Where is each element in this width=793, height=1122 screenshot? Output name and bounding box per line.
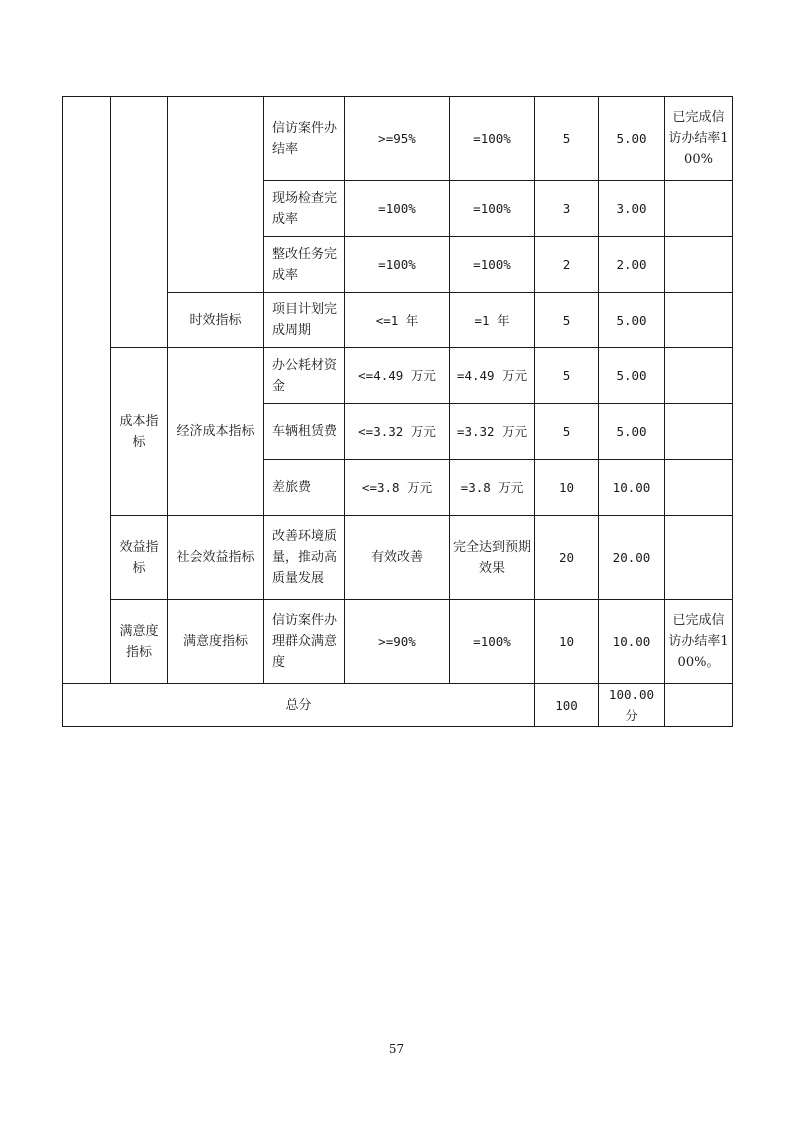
annual-target-cell: <=3.32 万元 <box>345 404 450 460</box>
actual-value-cell: =100% <box>450 237 535 293</box>
category1-cell: 效益指标 <box>111 516 168 600</box>
weight-cell: 10 <box>535 600 599 684</box>
score-cell: 5.00 <box>599 293 665 348</box>
level1-indicator-cell <box>63 97 111 684</box>
weight-cell: 5 <box>535 293 599 348</box>
score-cell: 2.00 <box>599 237 665 293</box>
annual-target-cell: =100% <box>345 237 450 293</box>
total-score: 100.00 分 <box>599 684 665 727</box>
category1-cell: 成本指标 <box>111 348 168 516</box>
actual-value-cell: =100% <box>450 600 535 684</box>
actual-value-cell: =100% <box>450 181 535 237</box>
table-row <box>63 97 733 181</box>
score-cell: 3.00 <box>599 181 665 237</box>
indicator-cell: 车辆租赁费 <box>264 404 345 460</box>
indicator-cell: 信访案件办理群众满意度 <box>264 600 345 684</box>
weight-cell: 5 <box>535 97 599 181</box>
table-row <box>63 600 733 684</box>
note-cell <box>665 348 733 404</box>
annual-target-cell: 有效改善 <box>345 516 450 600</box>
annual-target-cell: >=90% <box>345 600 450 684</box>
note-cell <box>665 516 733 600</box>
performance-table <box>62 96 733 727</box>
indicator-cell: 整改任务完成率 <box>264 237 345 293</box>
score-cell: 10.00 <box>599 600 665 684</box>
annual-target-cell: >=95% <box>345 97 450 181</box>
score-cell: 5.00 <box>599 404 665 460</box>
category2-cell <box>168 97 264 293</box>
total-weight: 100 <box>535 684 599 727</box>
indicator-cell: 改善环境质量，推动高质量发展 <box>264 516 345 600</box>
category1-cell <box>111 97 168 348</box>
total-label: 总分 <box>63 684 535 727</box>
actual-value-cell: =1 年 <box>450 293 535 348</box>
annual-target-cell: <=4.49 万元 <box>345 348 450 404</box>
note-cell: 已完成信访办结率100%。 <box>665 600 733 684</box>
score-cell: 20.00 <box>599 516 665 600</box>
table-row <box>63 516 733 600</box>
weight-cell: 2 <box>535 237 599 293</box>
weight-cell: 10 <box>535 460 599 516</box>
weight-cell: 5 <box>535 348 599 404</box>
note-cell <box>665 404 733 460</box>
indicator-cell: 差旅费 <box>264 460 345 516</box>
actual-value-cell: =3.8 万元 <box>450 460 535 516</box>
total-row <box>63 684 733 727</box>
actual-value-cell: 完全达到预期效果 <box>450 516 535 600</box>
category2-cell: 社会效益指标 <box>168 516 264 600</box>
total-note <box>665 684 733 727</box>
indicator-cell: 项目计划完成周期 <box>264 293 345 348</box>
indicator-cell: 信访案件办结率 <box>264 97 345 181</box>
page-number: 57 <box>388 1042 405 1056</box>
note-cell <box>665 460 733 516</box>
category2-cell: 满意度指标 <box>168 600 264 684</box>
weight-cell: 20 <box>535 516 599 600</box>
note-cell <box>665 181 733 237</box>
note-cell <box>665 293 733 348</box>
table-row <box>63 348 733 404</box>
score-cell: 5.00 <box>599 348 665 404</box>
actual-value-cell: =100% <box>450 97 535 181</box>
actual-value-cell: =3.32 万元 <box>450 404 535 460</box>
annual-target-cell: <=1 年 <box>345 293 450 348</box>
indicator-cell: 现场检查完成率 <box>264 181 345 237</box>
category2-cell: 经济成本指标 <box>168 348 264 516</box>
score-cell: 5.00 <box>599 97 665 181</box>
actual-value-cell: =4.49 万元 <box>450 348 535 404</box>
annual-target-cell: <=3.8 万元 <box>345 460 450 516</box>
score-cell: 10.00 <box>599 460 665 516</box>
note-cell: 已完成信访办结率100% <box>665 97 733 181</box>
category2-cell: 时效指标 <box>168 293 264 348</box>
annual-target-cell: =100% <box>345 181 450 237</box>
indicator-cell: 办公耗材资金 <box>264 348 345 404</box>
weight-cell: 3 <box>535 181 599 237</box>
category1-cell: 满意度指标 <box>111 600 168 684</box>
weight-cell: 5 <box>535 404 599 460</box>
note-cell <box>665 237 733 293</box>
